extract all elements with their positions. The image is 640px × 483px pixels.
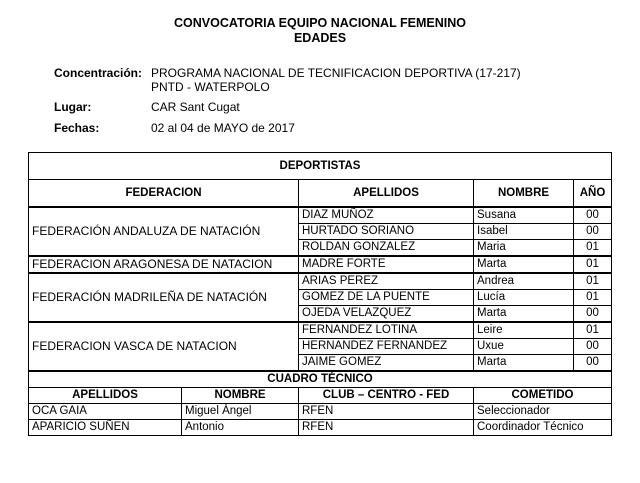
athlete-anio: 00 <box>574 224 612 240</box>
ct-header-nombre: NOMBRE <box>182 388 299 404</box>
athlete-row <box>29 207 612 224</box>
concentracion-label: Concentración: <box>54 66 143 80</box>
fechas-label: Fechas: <box>54 121 100 135</box>
federation-name: FEDERACIÓN MADRILEÑA DE NATACIÓN <box>29 273 299 322</box>
athlete-anio: 01 <box>574 273 612 290</box>
staff-club: RFEN <box>299 404 474 420</box>
athlete-nombre: Maria <box>474 240 574 257</box>
federation-name: FEDERACIÓN ANDALUZA DE NATACIÓN <box>29 207 299 256</box>
athlete-row <box>29 322 612 339</box>
athlete-apellidos: ARIAS PEREZ <box>299 273 474 290</box>
concentracion-value-2: PNTD - WATERPOLO <box>151 80 270 94</box>
cuadro-tecnico-title: CUADRO TÉCNICO <box>29 371 612 388</box>
athlete-apellidos: MADRE FORTE <box>299 256 474 273</box>
athlete-anio: 00 <box>574 306 612 323</box>
header-apellidos: APELLIDOS <box>299 180 474 208</box>
staff-apellidos: OCA GAIA <box>29 404 182 420</box>
athlete-nombre: Lucía <box>474 290 574 306</box>
athlete-apellidos: GOMEZ DE LA PUENTE <box>299 290 474 306</box>
athlete-anio: 01 <box>574 256 612 273</box>
title-line-1: CONVOCATORIA EQUIPO NACIONAL FEMENINO <box>174 16 466 30</box>
fechas-value: 02 al 04 de MAYO de 2017 <box>151 121 295 135</box>
roster-table <box>28 152 612 436</box>
deportistas-header-row <box>29 180 612 208</box>
staff-club: RFEN <box>299 420 474 436</box>
athlete-apellidos: DIAZ MUÑOZ <box>299 207 474 224</box>
staff-row <box>29 420 612 436</box>
concentracion-row <box>0 66 640 80</box>
athlete-apellidos: ROLDAN GONZALEZ <box>299 240 474 257</box>
athlete-anio: 00 <box>574 355 612 372</box>
staff-cometido: Seleccionador <box>474 404 612 420</box>
athlete-apellidos: HERNANDEZ FERNANDEZ <box>299 339 474 355</box>
athlete-nombre: Marta <box>474 306 574 323</box>
ct-header-cometido: COMETIDO <box>474 388 612 404</box>
athlete-nombre: Isabel <box>474 224 574 240</box>
lugar-value: CAR Sant Cugat <box>151 100 240 114</box>
athlete-row <box>29 256 612 273</box>
athlete-apellidos: HURTADO SORIANO <box>299 224 474 240</box>
federation-name: FEDERACION ARAGONESA DE NATACION <box>29 256 299 273</box>
athlete-anio: 01 <box>574 322 612 339</box>
federation-name: FEDERACION VASCA DE NATACION <box>29 322 299 371</box>
athlete-nombre: Susana <box>474 207 574 224</box>
deportistas-title: DEPORTISTAS <box>29 153 612 180</box>
title-line-2: EDADES <box>293 31 347 45</box>
athlete-nombre: Leire <box>474 322 574 339</box>
athlete-apellidos: JAIME GOMEZ <box>299 355 474 372</box>
staff-row <box>29 404 612 420</box>
staff-apellidos: APARICIO SUÑEN <box>29 420 182 436</box>
athlete-nombre: Marta <box>474 355 574 372</box>
athlete-row <box>29 273 612 290</box>
athlete-nombre: Marta <box>474 256 574 273</box>
concentracion-value: PROGRAMA NACIONAL DE TECNIFICACION DEPORTIVA (17-217) <box>151 66 521 80</box>
document-title <box>0 16 640 46</box>
header-anio: AÑO <box>574 180 612 208</box>
staff-nombre: Miguel Ángel <box>182 404 299 420</box>
lugar-label: Lugar: <box>54 100 92 114</box>
athlete-apellidos: FERNANDEZ LOTINA <box>299 322 474 339</box>
lugar-row <box>0 100 640 114</box>
athlete-anio: 00 <box>574 207 612 224</box>
athlete-anio: 00 <box>574 339 612 355</box>
athlete-nombre: Andrea <box>474 273 574 290</box>
athlete-anio: 01 <box>574 290 612 306</box>
header-federacion: FEDERACION <box>29 180 299 208</box>
deportistas-title-row <box>29 153 612 180</box>
ct-header-apellidos: APELLIDOS <box>29 388 182 404</box>
fechas-row <box>0 121 640 135</box>
athlete-apellidos: OJEDA VELAZQUEZ <box>299 306 474 323</box>
athlete-nombre: Uxue <box>474 339 574 355</box>
staff-cometido: Coordinador Técnico <box>474 420 612 436</box>
cuadro-tecnico-header-row <box>29 388 612 404</box>
ct-header-club: CLUB – CENTRO - FED <box>299 388 474 404</box>
cuadro-tecnico-title-row <box>29 371 612 388</box>
concentracion-row-2 <box>0 80 640 94</box>
header-nombre: NOMBRE <box>474 180 574 208</box>
athlete-anio: 01 <box>574 240 612 257</box>
staff-nombre: Antonio <box>182 420 299 436</box>
